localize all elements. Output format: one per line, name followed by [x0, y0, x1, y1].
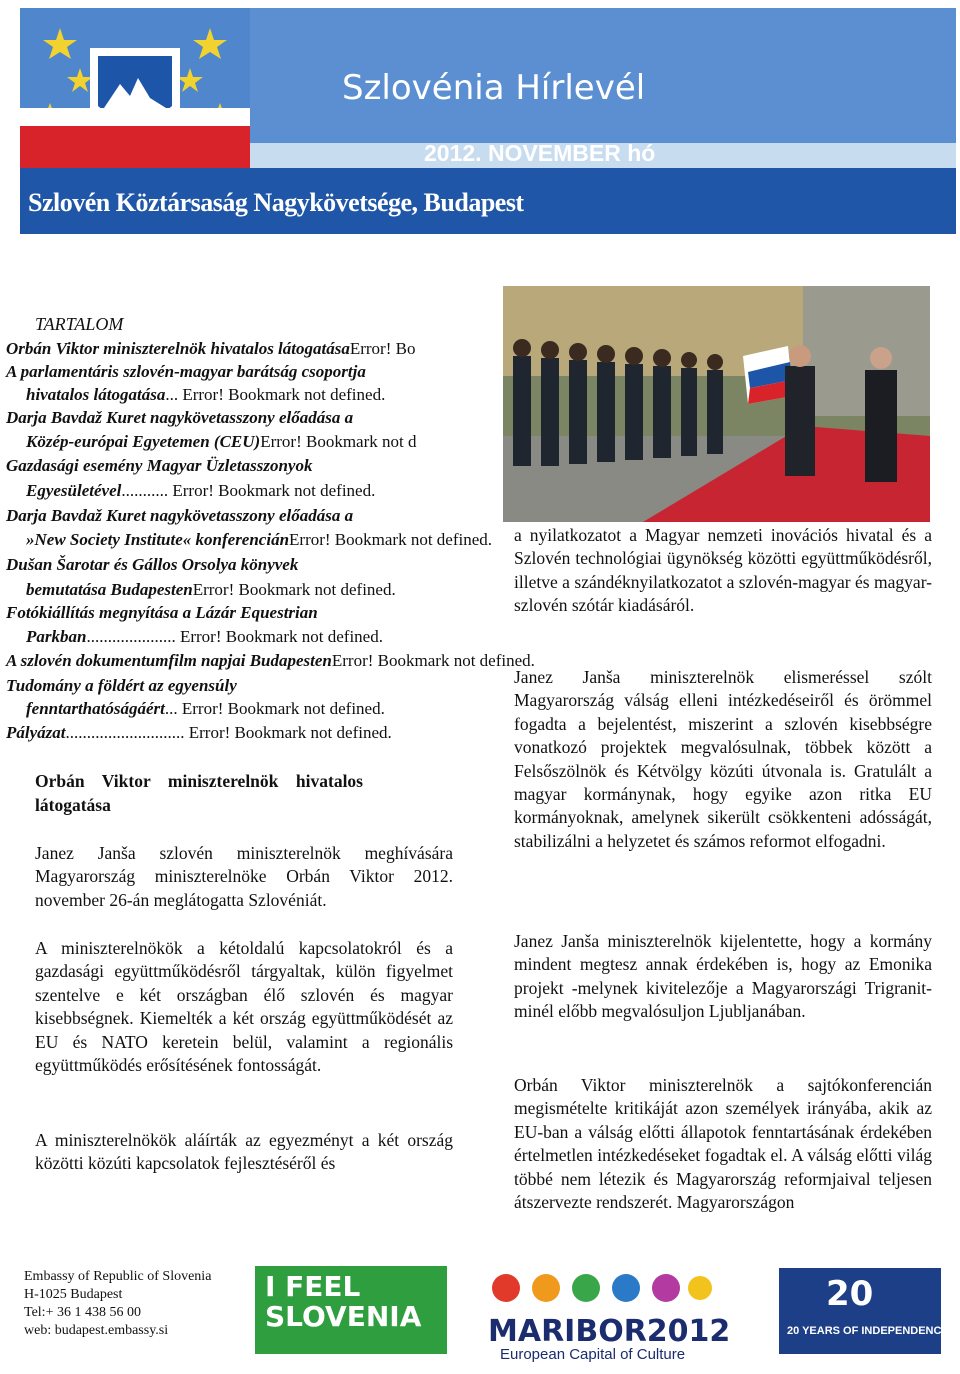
flag-icon: [20, 8, 250, 168]
toc-entry[interactable]: Tudomány a földért az egyensúly: [6, 676, 237, 695]
toc-entry[interactable]: hivatalos látogatása... Error! Bookmark not defined.: [26, 385, 386, 404]
toc-entry[interactable]: Parkban..................... Error! Bookmark not defined.: [26, 627, 383, 646]
toc-entry[interactable]: Darja Bavdaž Kuret nagykövetasszony előadása a: [6, 408, 354, 427]
article-heading: Orbán Viktor miniszterelnök hivatalos: [35, 771, 363, 791]
independence-text: 20 YEARS OF INDEPENDENCE: [787, 1325, 949, 1337]
i-feel-slovenia-text: I FEEL SLOVENIA: [265, 1270, 422, 1333]
paragraph: Janez Janša miniszterelnök elismeréssel szólt Magyarország válság elleni intézkedéseiről és örömmel fogadta a bejelentést, miszerint a szlovén kisebbségre vonatkozó projektek megvalósulnak, többek között a Felsőszölnök és Kétvölgy közúti útvonala is. Gratulált a magyar kormánynak, hogy egyike azon ritka EU kormányoknak, amelynek sikerült csökkenteni adósságát, stabilizálni a helyzetet és számos reformot elfogadni.: [514, 667, 932, 851]
paragraph: A miniszterelnökök aláírták az egyezményt a két ország közötti közúti kapcsolatok fejlesztéséről és: [35, 1130, 453, 1174]
toc-entry[interactable]: Gazdasági esemény Magyar Üzletasszonyok: [6, 456, 313, 475]
embassy-name: Embassy of Republic of Slovenia: [24, 1269, 212, 1284]
toc-entry[interactable]: Dušan Šarotar és Gállos Orsolya könyvek: [6, 555, 299, 574]
embassy-web[interactable]: web: budapest.embassy.si: [24, 1323, 169, 1338]
toc-entry[interactable]: Darja Bavdaž Kuret nagykövetasszony előadása a: [6, 506, 354, 525]
embassy-phone: Tel:+ 36 1 438 56 00: [24, 1305, 141, 1320]
independence-number: 20: [826, 1274, 874, 1314]
embassy-postal: H-1025 Budapest: [24, 1287, 123, 1302]
article-photo: [503, 286, 930, 522]
paragraph: Janez Janša szlovén miniszterelnök meghívására Magyarország miniszterelnöke Orbán Viktor 2012. november 26-án meglátogatta Szlovéniát.: [35, 843, 453, 910]
toc-entry[interactable]: A szlovén dokumentumfilm napjai BudapestenError! Bookmark not defined.: [6, 651, 535, 670]
paragraph: Orbán Viktor miniszterelnök a sajtókonferencián megismételte kritikáját azon személyek irányába, akik az EU-ban a válság előtti állapotok fenntartásának érdekében értelmetlen intézkedéseket fogadtak el. A válság előtti világ többé nem létezik és Magyarország reformjaival teljesen átszervezte rendszerét. Magyarországon: [514, 1075, 932, 1213]
newsletter-title: Szlovénia Hírlevél: [342, 68, 646, 108]
toc-entry[interactable]: bemutatása BudapestenError! Bookmark not defined.: [26, 580, 396, 599]
article-heading-continued: látogatása: [35, 795, 111, 815]
issue-date: 2012. NOVEMBER hó: [424, 140, 656, 166]
toc-heading: TARTALOM: [35, 314, 124, 334]
embassy-contact: [24, 1268, 211, 1340]
maribor-subtitle: European Capital of Culture: [500, 1346, 686, 1363]
embassy-banner-text: Szlovén Köztársaság Nagykövetsége, Budapest: [28, 188, 524, 217]
toc-entry[interactable]: Közép-európai Egyetemen (CEU)Error! Bookmark not d: [26, 432, 417, 451]
toc-entry[interactable]: Egyesületével........... Error! Bookmark not defined.: [26, 481, 376, 500]
paragraph: Janez Janša miniszterelnök kijelentette, hogy a kormány mindent megtesz annak érdekében is, hogy az Emonika projekt -melynek kivitelezője a Magyarországi Trigranit- minél előbb megvalósuljon Ljubljanában.: [514, 931, 932, 1022]
paragraph: a nyilatkozatot a Magyar nemzeti inovációs hivatal és a Szlovén technológiai ügynökség közötti együttműködésről, illetve a szándéknyilatkozatot a szlovén-magyar és magyar-szlovén szótár kiadásáról.: [514, 525, 932, 616]
slovenia-flag-image: [20, 8, 250, 168]
toc-entry[interactable]: fenntarthatóságáért... Error! Bookmark not defined.: [26, 699, 385, 718]
maribor-title: MARIBOR2012: [488, 1314, 731, 1349]
toc-entry[interactable]: Orbán Viktor miniszterelnök hivatalos látogatásaError! Bo: [6, 339, 416, 358]
toc-entry[interactable]: Fotókiállítás megnyítása a Lázár Equestrian: [6, 603, 318, 622]
paragraph: A miniszterelnökök a kétoldalú kapcsolatokról és a gazdasági együttműködésről tárgyaltak, külön figyelmet szentelve e két országban élő szlovén és magyar kisebbségnek. Kiemelték a két ország együttműködését az EU és NATO keretein belül, valamint a regionális együttműködés erősítésének fontosságát.: [35, 938, 453, 1076]
toc-entry[interactable]: Pályázat............................ Error! Bookmark not defined.: [6, 723, 392, 742]
maribor-logo-icon: [488, 1268, 718, 1317]
toc-entry[interactable]: A parlamentáris szlovén-magyar barátság csoportja: [6, 362, 366, 381]
toc-entry[interactable]: »New Society Institute« konferenciánError! Bookmark not defined.: [26, 530, 493, 549]
